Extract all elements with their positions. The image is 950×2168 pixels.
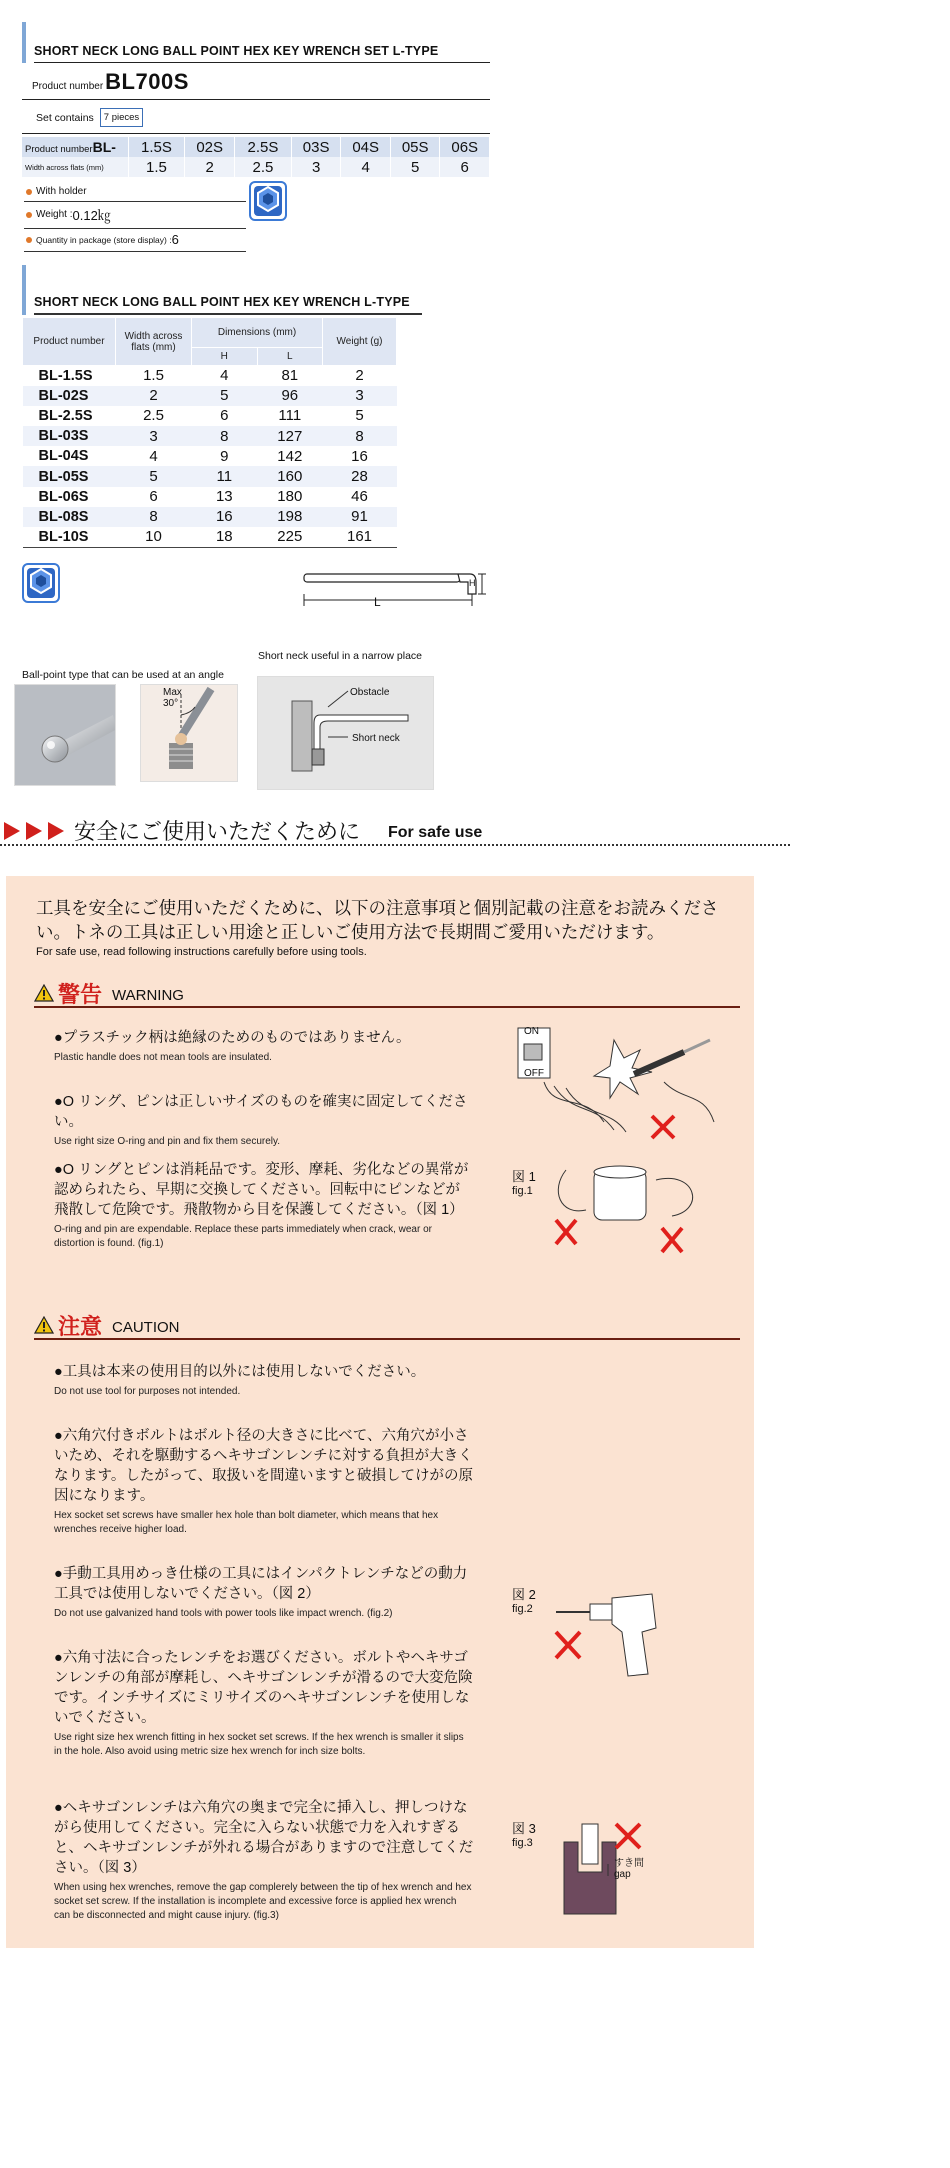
table-cell-h: 9 [192,446,258,466]
caution-item-en: Hex socket set screws have smaller hex hole than bolt diameter, which means that hex wrenches receive higher load. [54,1510,439,1535]
ball-point-photo [14,684,116,786]
warning-item [54,1028,484,1065]
table-cell-w: 4 [115,446,191,466]
table-row [23,366,397,386]
bullet-icon [26,237,32,243]
caution-item-jp: ●六角寸法に合ったレンチをお選びください。ボルトやヘキサゴンレンチの角部が摩耗し、ヘキサゴンレンチが滑るので大変危険です。インチサイズにミリサイズのヘキサゴンレンチを使用しないでください。 [54,1650,473,1726]
set-width-cell: 1.5 [128,157,185,177]
table-cell-l: 111 [257,406,323,426]
table-cell-l: 81 [257,366,323,386]
feature-quantity-value: 6 [171,232,179,247]
table-cell-h: 5 [192,386,258,406]
table-cell-g: 161 [323,527,397,547]
set-width-cell: 2 [185,157,235,177]
set-product-number-row [22,63,490,100]
table-cell-l: 180 [257,487,323,507]
set-size-cell: 05S [390,137,440,157]
set-size-cell: 1.5S [128,137,185,157]
table-cell-h: 8 [192,426,258,446]
intro-jp: 工具を安全にご使用いただくために、以下の注意事項と個別記載の注意をお読みください。トネの工具は正しい用途と正しいご使用方法で長期間ご愛用いただけます。 [36,898,719,942]
set-product-number: BL700S [105,69,189,94]
set-size-cell: 02S [185,137,235,157]
set-size-row-label [22,137,128,157]
set-contains-row [22,100,490,134]
warning-item-en: Plastic handle does not mean tools are insulated. [54,1052,272,1063]
table-cell-l: 142 [257,446,323,466]
feature-holder [24,183,246,202]
table-cell-l: 160 [257,466,323,486]
warning-item-jp: ●O リングとピンは消耗品です。変形、摩耗、劣化などの異常が認められたら、早期に交換してください。回転中にピンなどが飛散して危険です。飛散物から目を保護してください。（図 1） [54,1162,469,1218]
fig2-label [512,1584,536,1615]
warning-title-jp: 警告 [58,982,103,1007]
table-cell-g: 16 [323,446,397,466]
header-l: L [257,348,323,366]
single-table-body [23,366,397,548]
caution-item-en: Do not use tool for purposes not intended. [54,1386,241,1397]
table-row [23,406,397,426]
triple-arrow-icon [4,822,68,840]
fig1-socket-illustration [546,1160,716,1260]
set-width-cell: 2.5 [234,157,291,177]
caution-item [54,1648,474,1759]
fig2-label-en: fig.2 [512,1603,533,1615]
intro-en: For safe use, read following instructions carefully before using tools. [36,946,367,958]
hex-logo-icon [249,181,287,221]
off-label: OFF [524,1068,544,1079]
table-cell-l: 198 [257,507,323,527]
bullet-icon [26,212,32,218]
fig3-label-jp: 図 3 [512,1821,536,1836]
caution-item [54,1564,474,1621]
caution-item [54,1426,474,1537]
header-dimensions: Dimensions (mm) [192,318,323,348]
safe-use-title-en: For safe use [388,824,483,841]
set-product-number-label: Product number [32,81,104,92]
diagram-h-label: H [469,578,476,588]
table-cell-h: 6 [192,406,258,426]
caution-item-en: Use right size hex wrench fitting in hex socket set screws. If the hex wrench is smaller it slips in the hole. Also avoid using metric size hex wrench for inch size bolts. [54,1732,464,1757]
short-neck-diagram [257,676,434,790]
table-cell-w: 5 [115,466,191,486]
header-weight: Weight (g) [323,318,397,366]
safe-use-title-jp: 安全にご使用いただくために [74,819,361,844]
set-size-cell: 2.5S [234,137,291,157]
table-cell-g: 91 [323,507,397,527]
table-cell-w: 1.5 [115,366,191,386]
table-cell-g: 28 [323,466,397,486]
warning-header [34,978,740,1008]
set-width-cell: 6 [440,157,490,177]
fig1-label-jp: 図 1 [512,1169,536,1184]
table-cell-g: 46 [323,487,397,507]
caution-item-jp: ●手動工具用めっき仕様の工具にはインパクトレンチなどの動力工具では使用しないでください。（図 2） [54,1566,468,1602]
max-angle-label: Max 30° [163,687,182,709]
set-contains-value: 7 pieces [100,108,143,127]
table-cell-l: 225 [257,527,323,547]
table-cell-pn: BL-03S [23,426,116,446]
single-title-bar [22,265,422,315]
feature-quantity-label: Quantity in package (store display) : [36,234,172,245]
electric-shock-illustration [514,1022,724,1142]
table-cell-h: 11 [192,466,258,486]
warning-triangle-icon [34,984,54,1002]
gap-label [614,1858,644,1880]
set-size-cell: 03S [291,137,341,157]
fig3-label [512,1818,536,1849]
angle-photo [140,684,238,782]
table-row [23,466,397,486]
table-cell-pn: BL-1.5S [23,366,116,386]
on-label: ON [524,1026,539,1037]
table-cell-pn: BL-10S [23,527,116,547]
table-cell-w: 3 [115,426,191,446]
table-cell-l: 96 [257,386,323,406]
table-row [23,426,397,446]
set-title-bar [22,22,490,63]
feature-weight [24,202,246,229]
table-cell-pn: BL-08S [23,507,116,527]
wrench-dimension-diagram [300,570,490,616]
set-width-row [22,157,490,177]
warning-item-jp: ●O リング、ピンは正しいサイズのものを確実に固定してください。 [54,1094,468,1130]
safe-use-panel [6,876,754,1948]
caution-item-en: Do not use galvanized hand tools with power tools like impact wrench. (fig.2) [54,1608,393,1619]
warning-item-en: Use right size O-ring and pin and fix them securely. [54,1136,281,1147]
warning-item [54,1092,484,1149]
table-row [23,487,397,507]
set-size-table [22,137,490,177]
single-section [22,265,422,315]
table-cell-w: 10 [115,527,191,547]
table-cell-pn: BL-02S [23,386,116,406]
feature-holder-text: With holder [36,186,87,197]
caution-triangle-icon [34,1316,54,1334]
feature-quantity [24,229,246,252]
short-neck-label: Short neck [352,733,400,744]
table-cell-h: 4 [192,366,258,386]
table-cell-pn: BL-04S [23,446,116,466]
caution-item-en: When using hex wrenches, remove the gap complerely between the tip of hex wrench and hex socket set screw. If the installation is incomplete and excessive force is applied hex wrench can be disconnected and might cause injury. (fig.3) [54,1882,472,1921]
warning-item-en: O-ring and pin are expendable. Replace these parts immediately when crack, wear or distortion is found. (fig.1) [54,1224,432,1249]
table-cell-h: 16 [192,507,258,527]
table-row [23,527,397,547]
set-title: SHORT NECK LONG BALL POINT HEX KEY WRENCH SET L-TYPE [34,22,490,63]
table-cell-w: 8 [115,507,191,527]
feature-weight-label: Weight : [36,209,73,220]
caution-item-jp: ●六角穴付きボルトはボルト径の大きさに比べて、六角穴が小さいため、それを駆動するヘキサゴンレンチに対する負担が大きくなります。したがって、取扱いを間違いますと破損してけがの原因になります。 [54,1428,474,1504]
header-width: Width across flats (mm) [115,318,191,366]
table-cell-g: 8 [323,426,397,446]
table-cell-w: 2.5 [115,406,191,426]
caution-item [54,1362,484,1399]
table-cell-pn: BL-2.5S [23,406,116,426]
set-width-cell: 5 [390,157,440,177]
caution-header [34,1310,740,1340]
caution-title-jp: 注意 [58,1314,103,1339]
table-cell-h: 18 [192,527,258,547]
table-cell-h: 13 [192,487,258,507]
warning-item [54,1160,474,1251]
set-size-cell: 04S [341,137,391,157]
table-cell-l: 127 [257,426,323,446]
caution-title-en: CAUTION [112,1319,180,1336]
fig1-label-en: fig.1 [512,1185,533,1197]
gap-label-jp: すき間 [614,1858,644,1869]
set-size-row [22,137,490,157]
fig2-label-jp: 図 2 [512,1587,536,1602]
set-contains-label: Set contains [36,111,94,124]
short-neck-caption: Short neck useful in a narrow place [258,650,423,662]
single-spec-table [22,317,397,548]
set-width-row-label: Width across flats (mm) [22,157,128,177]
feature-weight-value: 0.12㎏ [72,208,111,223]
bullet-icon [26,189,32,195]
table-cell-pn: BL-06S [23,487,116,507]
set-width-cell: 4 [341,157,391,177]
set-width-cell: 3 [291,157,341,177]
table-row [23,507,397,527]
set-size-cell: 06S [440,137,490,157]
table-cell-w: 2 [115,386,191,406]
gap-label-en: gap [614,1869,631,1880]
table-cell-pn: BL-05S [23,466,116,486]
single-title: SHORT NECK LONG BALL POINT HEX KEY WRENCH L-TYPE [34,265,422,315]
table-row [23,446,397,466]
safe-use-header [0,812,790,846]
table-cell-g: 3 [323,386,397,406]
caution-item [54,1798,474,1923]
fig3-label-en: fig.3 [512,1837,533,1849]
caution-item-jp: ●工具は本来の使用目的以外には使用しないでください。 [54,1364,426,1380]
header-product-number: Product number [23,318,116,366]
table-cell-g: 5 [323,406,397,426]
set-row1-label: Product number [25,144,93,155]
diagram-l-label: L [374,595,381,609]
fig1-label [512,1166,536,1197]
fig2-impact-wrench-illustration [552,1588,672,1680]
table-row [23,386,397,406]
set-section [22,22,490,134]
header-h: H [192,348,258,366]
warning-item-jp: ●プラスチック柄は絶縁のためのものではありません。 [54,1030,411,1046]
table-cell-g: 2 [323,366,397,386]
caution-item-jp: ●ヘキサゴンレンチは六角穴の奥まで完全に挿入し、押しつけながら使用してください。完全に入らない状態で力を入れすぎると、ヘキサゴンレンチが外れる場合がありますので注意してください。（図 3） [54,1800,474,1876]
hex-logo-icon [22,563,60,603]
set-row1-prefix: BL- [92,139,116,155]
set-features [24,183,246,252]
warning-title-en: WARNING [112,987,184,1004]
table-cell-w: 6 [115,487,191,507]
obstacle-label: Obstacle [350,687,390,698]
ball-point-caption: Ball-point type that can be used at an angle [22,669,224,681]
